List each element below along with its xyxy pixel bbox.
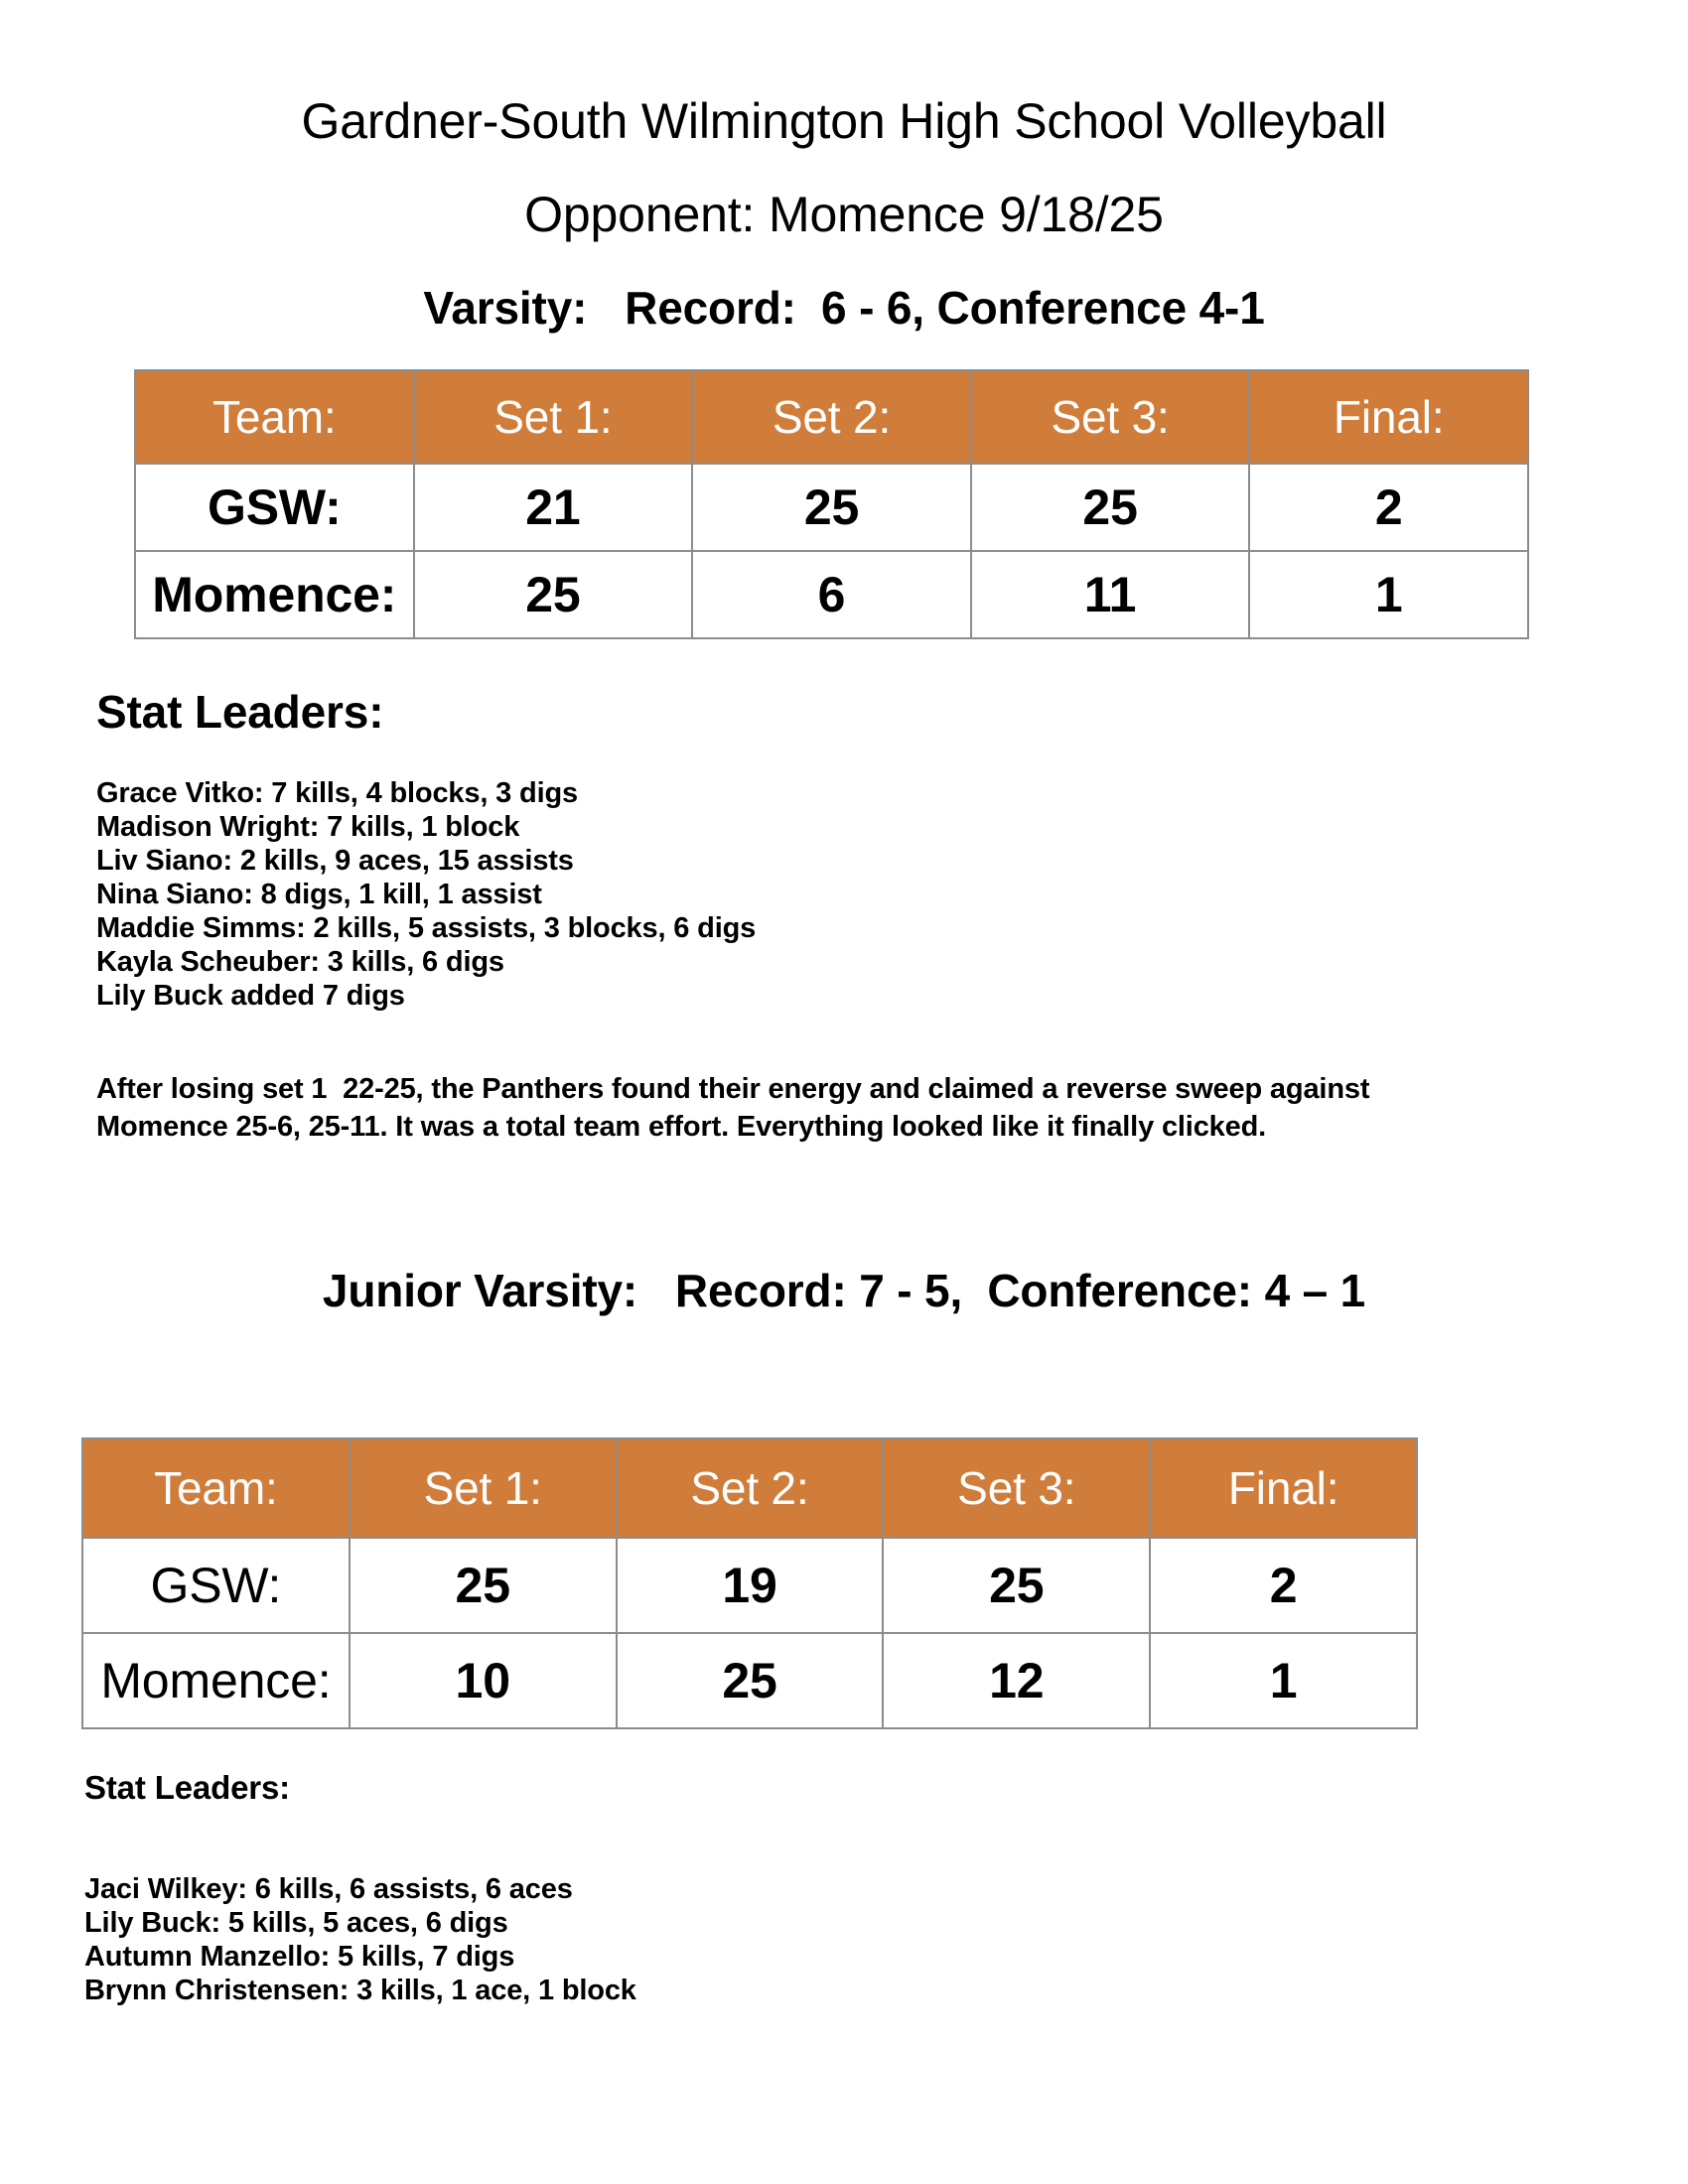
jv-momence-final-cell: 1 xyxy=(1150,1633,1417,1728)
stat-leader-line: Brynn Christensen: 3 kills, 1 ace, 1 block xyxy=(84,1975,636,2006)
stat-leader-line: Liv Siano: 2 kills, 9 aces, 15 assists xyxy=(96,845,574,877)
jv-stat-leaders-heading: Stat Leaders: xyxy=(84,1769,290,1806)
jv-header-set3: Set 3: xyxy=(883,1438,1150,1538)
jv-gsw-set3-cell: 25 xyxy=(883,1538,1150,1633)
jv-header-set2: Set 2: xyxy=(617,1438,884,1538)
table-row xyxy=(82,1538,1417,1633)
jv-momence-set3-cell: 12 xyxy=(883,1633,1150,1728)
varsity-recap-paragraph xyxy=(96,1070,1369,1146)
varsity-gsw-set1-cell: 21 xyxy=(414,464,693,551)
varsity-momence-final-cell: 1 xyxy=(1249,551,1528,638)
jv-header-set1: Set 1: xyxy=(350,1438,617,1538)
jv-gsw-final-cell: 2 xyxy=(1150,1538,1417,1633)
stat-leader-line: Maddie Simms: 2 kills, 5 assists, 3 blocks, 6 digs xyxy=(96,912,757,944)
jv-header-final: Final: xyxy=(1150,1438,1417,1538)
varsity-stat-leaders-heading: Stat Leaders: xyxy=(96,686,384,738)
varsity-header-set3: Set 3: xyxy=(971,370,1250,464)
varsity-momence-team-cell: Momence: xyxy=(135,551,414,638)
table-header-row xyxy=(135,370,1528,464)
jv-stat-leaders-list xyxy=(84,1872,636,2007)
jv-gsw-set1-cell: 25 xyxy=(350,1538,617,1633)
varsity-momence-set1-cell: 25 xyxy=(414,551,693,638)
varsity-momence-set3-cell: 11 xyxy=(971,551,1250,638)
varsity-momence-set2-cell: 6 xyxy=(692,551,971,638)
stat-leader-line: Madison Wright: 7 kills, 1 block xyxy=(96,811,520,843)
stat-leader-line: Lily Buck added 7 digs xyxy=(96,980,405,1012)
varsity-record-heading: Varsity: Record: 6 - 6, Conference 4-1 xyxy=(423,282,1265,334)
varsity-gsw-team-cell: GSW: xyxy=(135,464,414,551)
varsity-header-set1: Set 1: xyxy=(414,370,693,464)
stat-leader-line: Jaci Wilkey: 6 kills, 6 assists, 6 aces xyxy=(84,1873,573,1905)
table-row xyxy=(135,464,1528,551)
varsity-header-team: Team: xyxy=(135,370,414,464)
varsity-gsw-final-cell: 2 xyxy=(1249,464,1528,551)
table-row xyxy=(135,551,1528,638)
jv-momence-set1-cell: 10 xyxy=(350,1633,617,1728)
stat-leader-line: Nina Siano: 8 digs, 1 kill, 1 assist xyxy=(96,879,542,910)
jv-score-table xyxy=(81,1437,1418,1729)
stat-leader-line: Kayla Scheuber: 3 kills, 6 digs xyxy=(96,946,504,978)
jv-momence-team-cell: Momence: xyxy=(82,1633,350,1728)
page-title: Gardner-South Wilmington High School Volleyball xyxy=(301,93,1387,149)
page-subtitle: Opponent: Momence 9/18/25 xyxy=(524,187,1164,242)
recap-line: Momence 25-6, 25-11. It was a total team effort. Everything looked like it finally clicked. xyxy=(96,1111,1267,1143)
varsity-header-set2: Set 2: xyxy=(692,370,971,464)
varsity-stat-leaders-list xyxy=(96,776,756,1013)
jv-gsw-set2-cell: 19 xyxy=(617,1538,884,1633)
varsity-header-final: Final: xyxy=(1249,370,1528,464)
table-header-row xyxy=(82,1438,1417,1538)
recap-line: After losing set 1 22-25, the Panthers found their energy and claimed a reverse sweep against xyxy=(96,1073,1370,1105)
jv-record-heading: Junior Varsity: Record: 7 - 5, Conference: 4 – 1 xyxy=(322,1265,1366,1316)
stat-leader-line: Autumn Manzello: 5 kills, 7 digs xyxy=(84,1941,515,1973)
table-row xyxy=(82,1633,1417,1728)
jv-gsw-team-cell: GSW: xyxy=(82,1538,350,1633)
jv-momence-set2-cell: 25 xyxy=(617,1633,884,1728)
jv-header-team: Team: xyxy=(82,1438,350,1538)
varsity-gsw-set2-cell: 25 xyxy=(692,464,971,551)
varsity-score-table xyxy=(134,369,1529,639)
stat-leader-line: Lily Buck: 5 kills, 5 aces, 6 digs xyxy=(84,1907,508,1939)
stat-leader-line: Grace Vitko: 7 kills, 4 blocks, 3 digs xyxy=(96,777,578,809)
varsity-gsw-set3-cell: 25 xyxy=(971,464,1250,551)
